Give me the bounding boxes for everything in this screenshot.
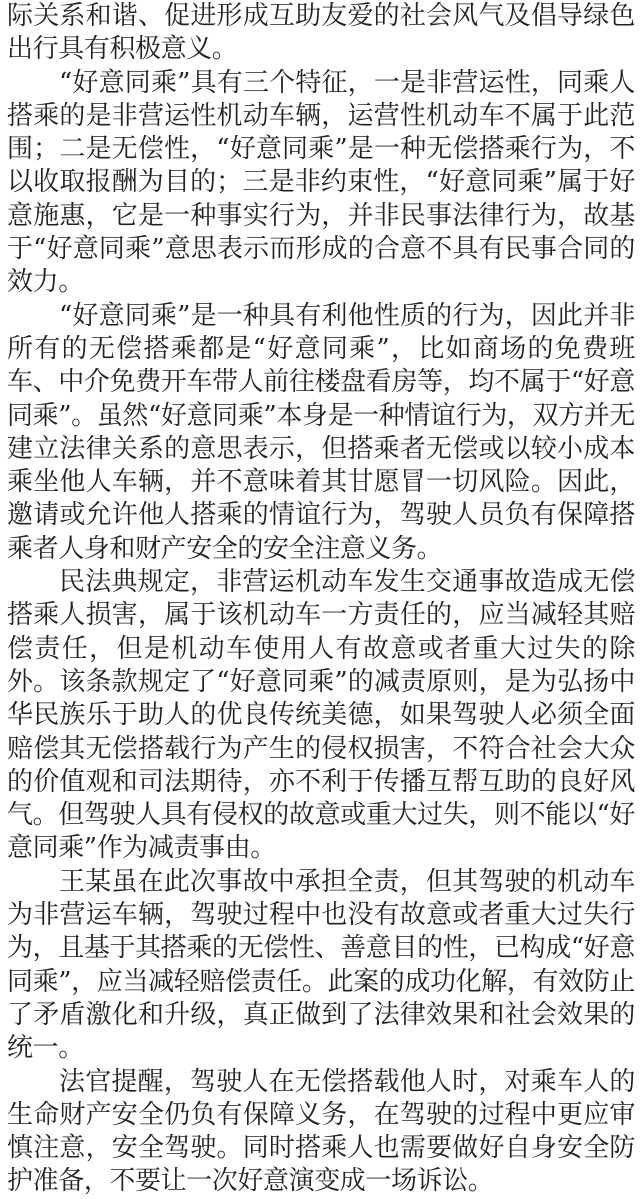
paragraph-features: “好意同乘”具有三个特征，一是非营运性，同乘人搭乘的是非营运性机动车辆，运营性机动车不属于此范围；二是无偿性，“好意同乘”是一种无偿搭乘行为，不以收取报酬为目的；三是非约束性，“好意同乘”属于好意施惠，它是一种事实行为，并非民事法律行为，故基于“好意同乘”意思表示而形成的合意不具有民事合同的效力。 xyxy=(7,67,635,298)
paragraph-continued: 际关系和谐、促进形成互助友爱的社会风气及倡导绿色出行具有积极意义。 xyxy=(7,1,635,65)
paragraph-civil-code: 民法典规定，非营运机动车发生交通事故造成无偿搭乘人损害，属于该机动车一方责任的，应当减轻其赔偿责任，但是机动车使用人有故意或者重大过失的除外。该条款规定了“好意同乘”的减责原则，是为弘扬中华民族乐于助人的优良传统美德，如果驾驶人必须全面赔偿其无偿搭载行为产生的侵权损害，不符合社会大众的价值观和司法期待，亦不利于传播互帮互助的良好风气。但驾驶人具有侵权的故意或重大过失，则不能以“好意同乘”作为减责事由。 xyxy=(7,567,635,864)
paragraph-judge-reminder: 法官提醒，驾驶人在无偿搭载他人时，对乘车人的生命财产安全仍负有保障义务，在驾驶的过程中更应审慎注意，安全驾驶。同时搭乘人也需要做好自身安全防护准备，不要让一次好意演变成一场诉讼。 xyxy=(7,1066,635,1197)
paragraph-altruism: “好意同乘”是一种具有利他性质的行为，因此并非所有的无偿搭乘都是“好意同乘”，比如商场的免费班车、中介免费开车带人前往楼盘看房等，均不属于“好意同乘”。虽然“好意同乘”本身是一种情谊行为，双方并无建立法律关系的意思表示，但搭乘者无偿或以较小成本乘坐他人车辆，并不意味着其甘愿冒一切风险。因此，邀请或允许他人搭乘的情谊行为，驾驶人员负有保障搭乘者人身和财产安全的安全注意义务。 xyxy=(7,300,635,564)
paragraph-case-ruling: 王某虽在此次事故中承担全责，但其驾驶的机动车为非营运车辆，驾驶过程中也没有故意或者重大过失行为，且基于其搭乘的无偿性、善意目的性，已构成“好意同乘”，应当减轻赔偿责任。此案的成功化解，有效防止了矛盾激化和升级，真正做到了法律效果和社会效果的统一。 xyxy=(7,866,635,1064)
